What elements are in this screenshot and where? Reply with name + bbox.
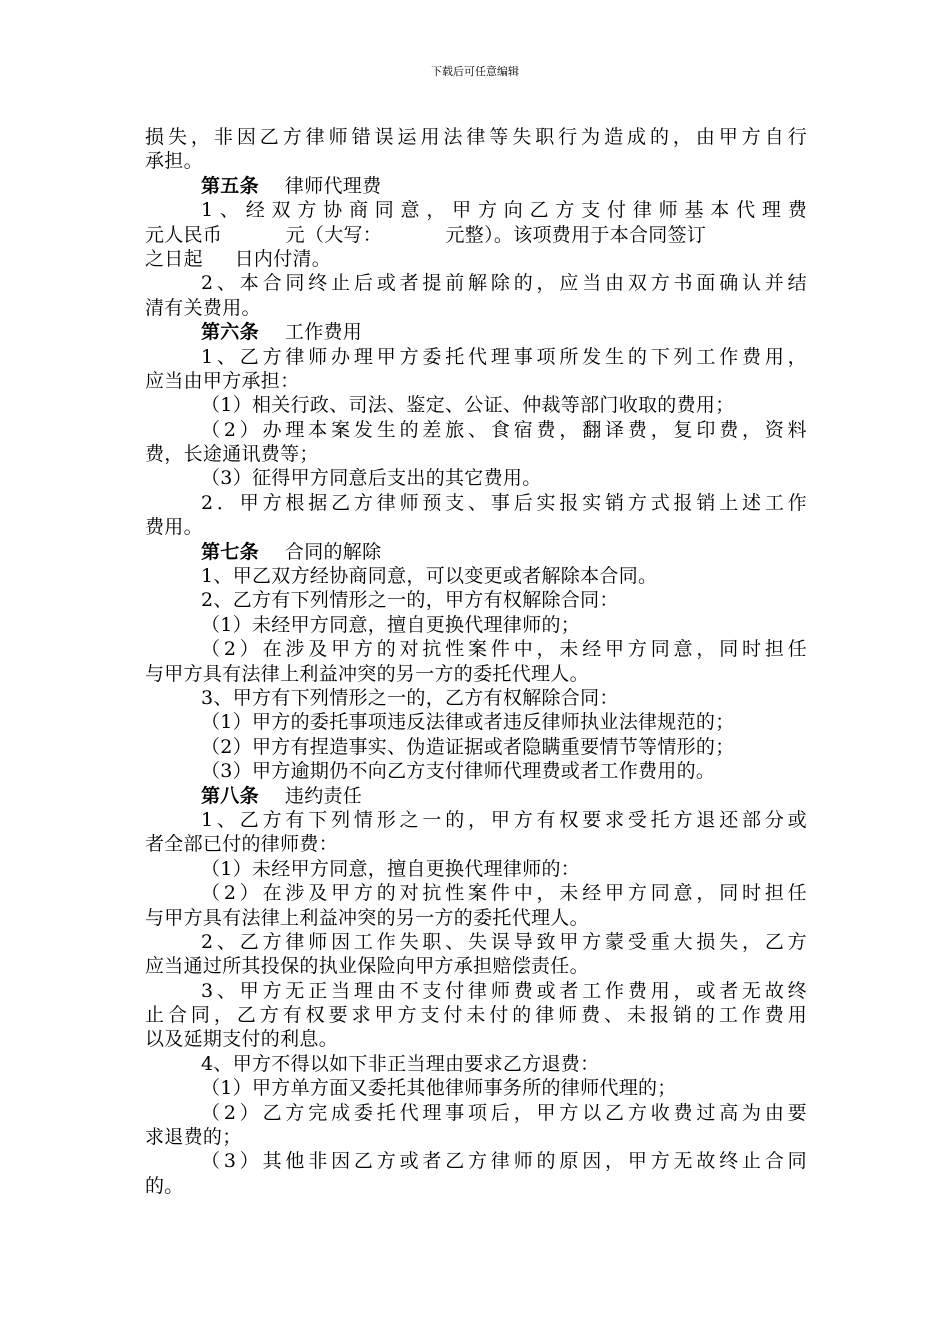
article-heading <box>145 540 807 564</box>
text-line: （2）在涉及甲方的对抗性案件中，未经甲方同意，同时担任 <box>201 638 807 661</box>
text-line: 者全部已付的律师费： <box>145 833 339 856</box>
article-number: 第五条 <box>201 174 259 197</box>
text-line: 1、乙方有下列情形之一的，甲方有权要求受托方退还部分或 <box>201 808 807 831</box>
text-line: （1）甲方的委托事项违反法律或者违反律师执业法律规范的； <box>201 711 735 734</box>
article-number: 第六条 <box>201 321 259 344</box>
text-line: 以及延期支付的利息。 <box>145 1028 339 1051</box>
text-line: 2、乙方律师因工作失职、失误导致甲方蒙受重大损失，乙方 <box>201 930 807 953</box>
text-line: （3）甲方逾期仍不向乙方支付律师代理费或者工作费用的。 <box>201 760 716 783</box>
text-line: 2、乙方有下列情形之一的，甲方有权解除合同： <box>201 589 619 612</box>
text-line: 与甲方具有法律上利益冲突的另一方的委托代理人。 <box>145 662 589 685</box>
text-line: 的。 <box>145 1174 184 1197</box>
article-name: 工作费用 <box>284 321 363 344</box>
text-line: 2．甲方根据乙方律师预支、事后实报实销方式报销上述工作 <box>201 491 807 514</box>
article-heading <box>145 784 807 808</box>
page-header-note: 下载后可任意编辑 <box>431 65 519 78</box>
text-line: 应当由甲方承担： <box>145 369 300 392</box>
text-line: 承担。 <box>145 150 203 173</box>
text-line: 止合同，乙方有权要求甲方支付未付的律师费、未报销的工作费用 <box>145 1004 807 1027</box>
text-line: 求退费的； <box>145 1126 242 1149</box>
text-line: （2）在涉及甲方的对抗性案件中，未经甲方同意，同时担任 <box>201 882 807 905</box>
text-line: 费用。 <box>145 516 203 539</box>
text-line: 元人民币 元（大写： 元整）。该项费用于本合同签订 <box>145 223 707 246</box>
text-line: 清有关费用。 <box>145 296 261 319</box>
text-line: （2）乙方完成委托代理事项后，甲方以乙方收费过高为由要 <box>201 1101 807 1124</box>
article-name: 合同的解除 <box>284 540 382 563</box>
text-line: （1）未经甲方同意，擅自更换代理律师的； <box>201 613 581 636</box>
text-line: 3、甲方有下列情形之一的，乙方有权解除合同： <box>201 686 619 709</box>
text-line: （2）办理本案发生的差旅、食宿费，翻译费，复印费，资料 <box>201 418 807 441</box>
text-line: 3、甲方无正当理由不支付律师费或者工作费用，或者无故终 <box>201 979 807 1002</box>
text-line: 与甲方具有法律上利益冲突的另一方的委托代理人。 <box>145 906 589 929</box>
text-line: 2、本合同终止后或者提前解除的，应当由双方书面确认并结 <box>201 272 807 295</box>
article-heading <box>145 174 807 198</box>
article-heading <box>145 320 807 344</box>
text-line: 1、甲乙双方经协商同意，可以变更或者解除本合同。 <box>201 565 658 588</box>
text-line: （3）其他非因乙方或者乙方律师的原因，甲方无故终止合同 <box>201 1150 807 1173</box>
text-line: （2）甲方有捏造事实、伪造证据或者隐瞒重要情节等情形的； <box>201 735 735 758</box>
text-line: 应当通过所其投保的执业保险向甲方承担赔偿责任。 <box>145 955 589 978</box>
article-number: 第七条 <box>201 540 259 563</box>
text-line: 损失，非因乙方律师错误运用法律等失职行为造成的，由甲方自行 <box>145 126 807 148</box>
text-line: （1）相关行政、司法、鉴定、公证、仲裁等部门收取的费用； <box>201 394 735 417</box>
text-line: （3）征得甲方同意后支出的其它费用。 <box>201 467 542 490</box>
text-line: 费，长途通讯费等； <box>145 443 319 466</box>
article-name: 违约责任 <box>284 784 363 807</box>
text-line: （1）甲方单方面又委托其他律师事务所的律师代理的； <box>201 1077 677 1100</box>
text-line: 4、甲方不得以如下非正当理由要求乙方退费： <box>201 1052 600 1075</box>
text-line: 之日起 日内付清。 <box>145 247 332 270</box>
text-line: 1、乙方律师办理甲方委托代理事项所发生的下列工作费用， <box>201 345 807 368</box>
contract-body <box>145 125 807 1198</box>
text-line: （1）未经甲方同意，擅自更换代理律师的： <box>201 857 581 880</box>
article-name: 律师代理费 <box>284 174 382 197</box>
text-line: 1、经双方协商同意，甲方向乙方支付律师基本代理费 <box>201 199 807 222</box>
article-number: 第八条 <box>201 784 259 807</box>
